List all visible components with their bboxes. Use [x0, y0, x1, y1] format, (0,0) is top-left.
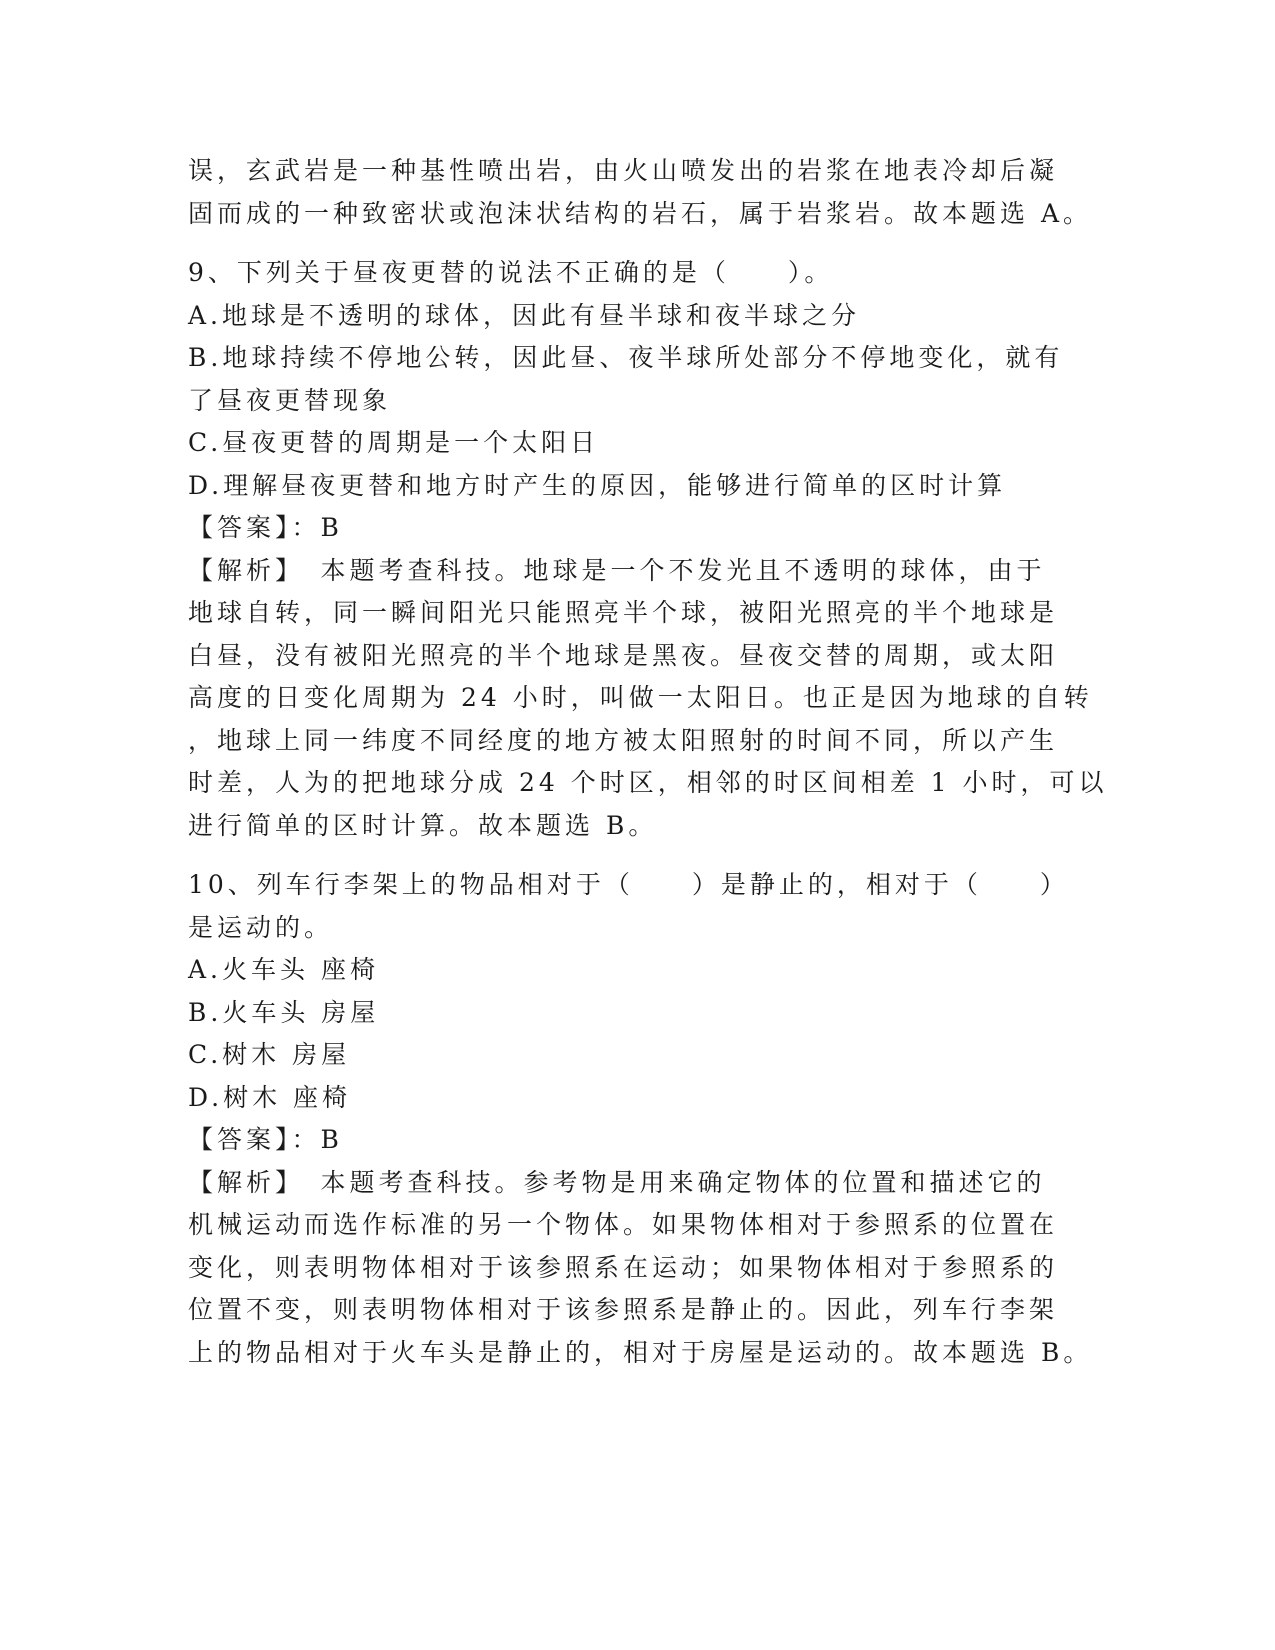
explanation-line: 高度的日变化周期为 24 小时，叫做一太阳日。也正是因为地球的自转 — [188, 683, 1093, 712]
option-c: C.昼夜更替的周期是一个太阳日 — [188, 428, 600, 457]
explanation-line: ，地球上同一纬度不同经度的地方被太阳照射的时间不同，所以产生 — [188, 725, 1059, 755]
explanation-line: 【解析】 本题考查科技。地球是一个不发光且不透明的球体，由于 — [188, 555, 1046, 585]
explanation-line: 进行简单的区时计算。故本题选 B。 — [188, 810, 658, 840]
explanation-line: 【解析】 本题考查科技。参考物是用来确定物体的位置和描述它的 — [188, 1167, 1046, 1197]
question-10 — [188, 864, 1093, 1374]
explanation-line: 地球自转，同一瞬间阳光只能照亮半个球，被阳光照亮的半个地球是 — [188, 598, 1059, 627]
option-c: C.树木 房屋 — [188, 1040, 351, 1069]
explanation-line: 位置不变，则表明物体相对于该参照系是静止的。因此，列车行李架 — [188, 1295, 1059, 1324]
option-d: D.理解昼夜更替和地方时产生的原因，能够进行简单的区时计算 — [188, 470, 1007, 500]
option-d: D.树木 座椅 — [188, 1082, 352, 1112]
explanation-line: 时差，人为的把地球分成 24 个时区，相邻的时区间相差 1 小时，可以 — [188, 768, 1108, 797]
option-a: A.地球是不透明的球体，因此有昼半球和夜半球之分 — [188, 300, 861, 330]
explanation-line: 上的物品相对于火车头是静止的，相对于房屋是运动的。故本题选 B。 — [188, 1337, 1093, 1367]
text-line: 误，玄武岩是一种基性喷出岩，由火山喷发出的岩浆在地表冷却后凝 — [188, 156, 1059, 185]
question-stem: 9、下列关于昼夜更替的说法不正确的是（ ）。 — [188, 258, 834, 287]
option-b: B.火车头 房屋 — [188, 997, 380, 1027]
question-stem: 10、列车行李架上的物品相对于（ ）是静止的，相对于（ ） — [188, 870, 1069, 899]
question-9 — [188, 252, 1108, 847]
document-content — [188, 150, 1108, 1374]
explanation-line: 变化，则表明物体相对于该参照系在运动；如果物体相对于参照系的 — [188, 1252, 1059, 1282]
question-stem-continued: 是运动的。 — [188, 912, 334, 942]
answer: 【答案】：B — [188, 1125, 343, 1154]
option-b: B.地球持续不停地公转，因此昼、夜半球所处部分不停地变化，就有 — [188, 343, 1064, 372]
text-line: 固而成的一种致密状或泡沫状结构的岩石，属于岩浆岩。故本题选 A。 — [188, 198, 1093, 228]
explanation-line: 机械运动而选作标准的另一个物体。如果物体相对于参照系的位置在 — [188, 1210, 1059, 1239]
option-a: A.火车头 座椅 — [188, 955, 379, 984]
answer: 【答案】：B — [188, 513, 343, 542]
explanation-line: 白昼，没有被阳光照亮的半个地球是黑夜。昼夜交替的周期，或太阳 — [188, 640, 1059, 670]
option-b-continued: 了昼夜更替现象 — [188, 385, 392, 415]
